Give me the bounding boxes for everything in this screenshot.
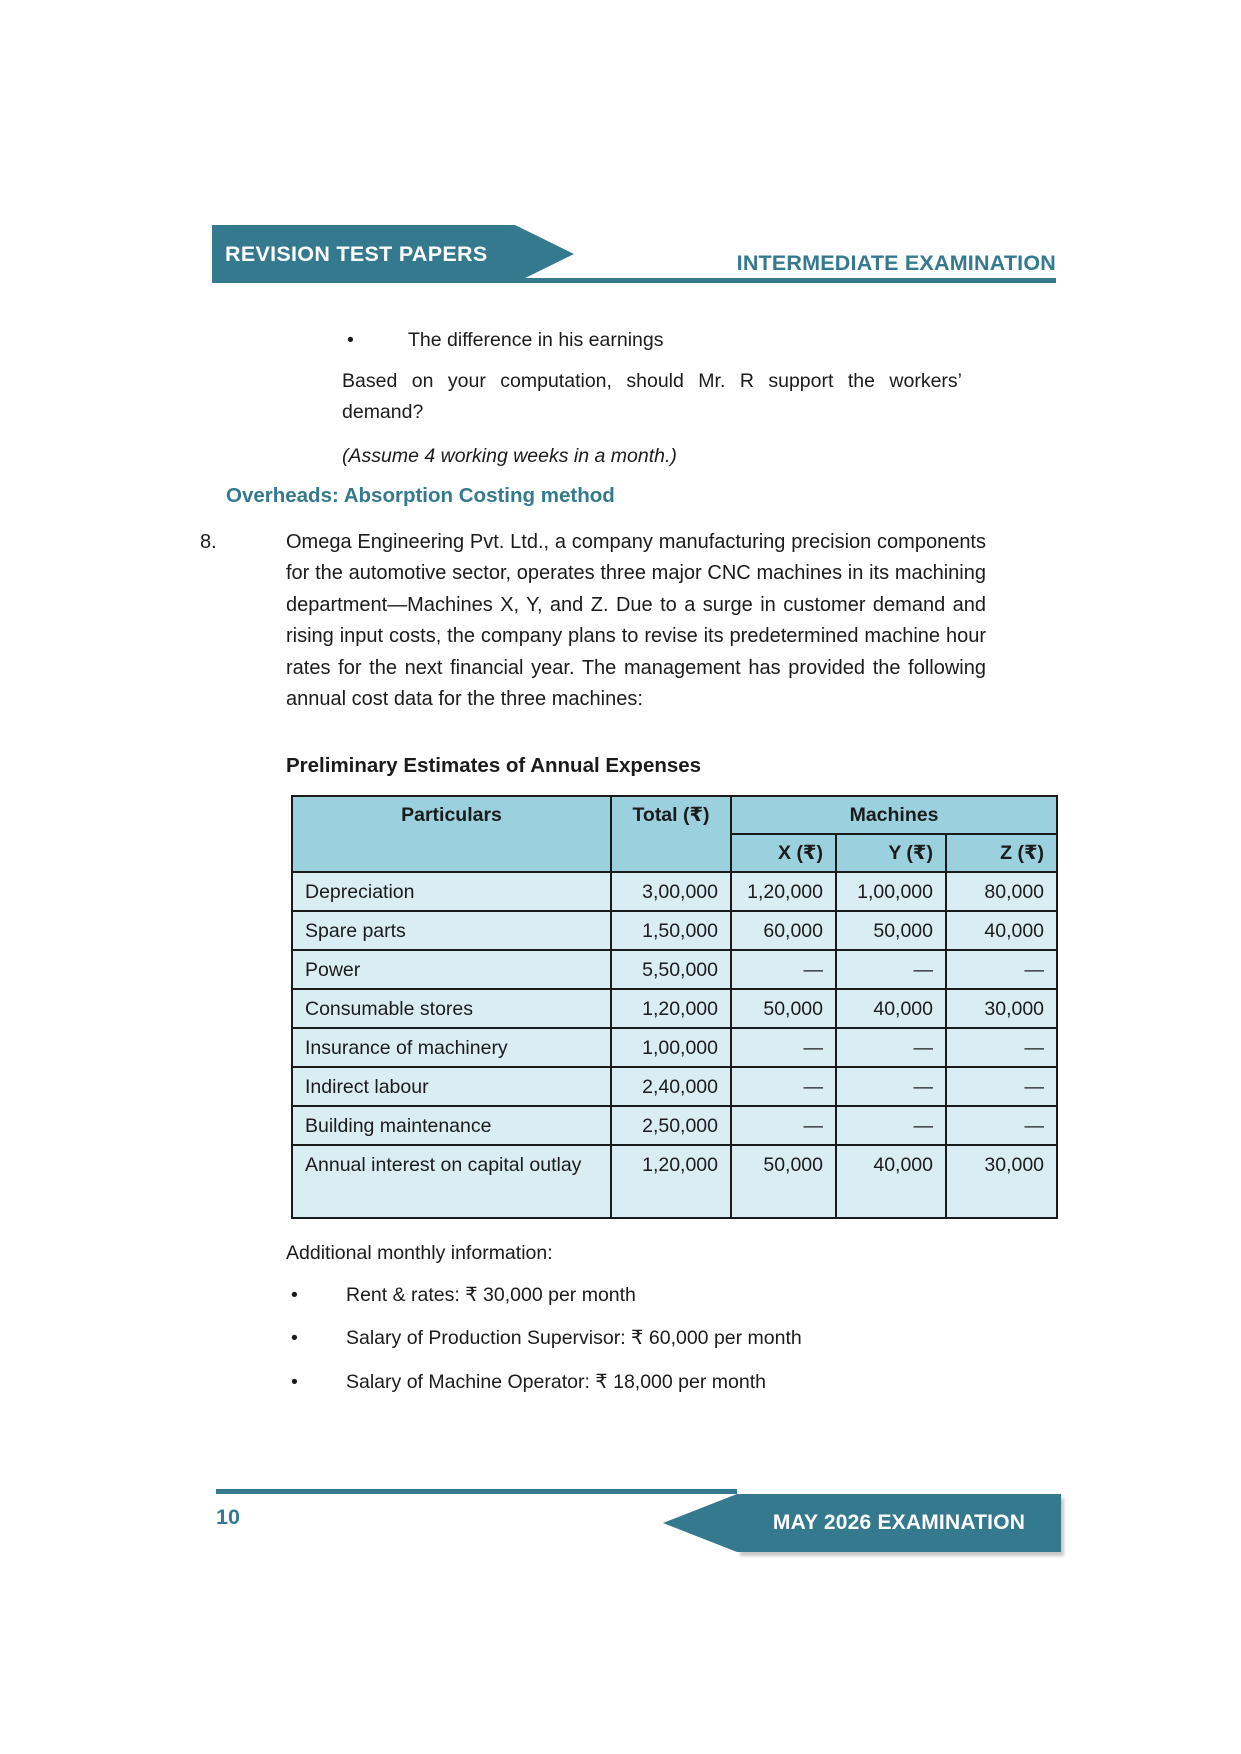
list-item-text: Salary of Production Supervisor: ₹ 60,000 per month xyxy=(346,1327,802,1349)
cell-z: — xyxy=(946,1106,1057,1145)
col-header-x: X (₹) xyxy=(731,834,836,872)
page-number: 10 xyxy=(216,1505,240,1529)
header-rule xyxy=(515,278,1056,283)
intro-bullet-item xyxy=(347,325,663,356)
question-number: 8. xyxy=(200,531,217,553)
cell-x: — xyxy=(731,1106,836,1145)
bullet-icon: • xyxy=(291,1284,298,1306)
table-row xyxy=(292,989,1057,1028)
cell-particulars: Depreciation xyxy=(292,872,611,911)
cell-x: 50,000 xyxy=(731,1145,836,1218)
table-header-row-1 xyxy=(292,796,1057,834)
cell-particulars: Insurance of machinery xyxy=(292,1028,611,1067)
col-header-particulars: Particulars xyxy=(292,796,611,872)
table-row xyxy=(292,950,1057,989)
table-row xyxy=(292,1106,1057,1145)
cell-z: 30,000 xyxy=(946,989,1057,1028)
footer-ribbon-label: MAY 2026 EXAMINATION xyxy=(772,1511,1026,1534)
cell-z: 30,000 xyxy=(946,1145,1057,1218)
section-heading: Overheads: Absorption Costing method xyxy=(226,484,615,507)
cell-y: 1,00,000 xyxy=(836,872,946,911)
cell-x: 1,20,000 xyxy=(731,872,836,911)
cell-particulars: Consumable stores xyxy=(292,989,611,1028)
footer-rule xyxy=(216,1489,737,1494)
list-item xyxy=(291,1323,802,1354)
cell-z: — xyxy=(946,950,1057,989)
cell-particulars: Indirect labour xyxy=(292,1067,611,1106)
cell-total: 2,50,000 xyxy=(611,1106,731,1145)
table-row xyxy=(292,1028,1057,1067)
col-header-total: Total (₹) xyxy=(611,796,731,872)
cell-total: 1,20,000 xyxy=(611,989,731,1028)
bullet-icon: • xyxy=(291,1327,298,1349)
table-row xyxy=(292,1145,1057,1218)
cell-total: 1,50,000 xyxy=(611,911,731,950)
cell-z: — xyxy=(946,1067,1057,1106)
list-item xyxy=(291,1280,636,1311)
list-item xyxy=(291,1367,766,1398)
cell-x: — xyxy=(731,950,836,989)
col-header-machines: Machines xyxy=(731,796,1057,834)
cell-y: — xyxy=(836,1028,946,1067)
header-ribbon xyxy=(212,225,515,283)
table-row xyxy=(292,911,1057,950)
assumption-note: (Assume 4 working weeks in a month.) xyxy=(342,445,677,467)
footer-ribbon xyxy=(737,1494,1061,1552)
list-item-text: Rent & rates: ₹ 30,000 per month xyxy=(346,1284,636,1306)
cell-particulars: Building maintenance xyxy=(292,1106,611,1145)
table-row xyxy=(292,872,1057,911)
cell-total: 1,00,000 xyxy=(611,1028,731,1067)
question-text: Omega Engineering Pvt. Ltd., a company manufacturing precision components for the automotive sector, operates three major CNC machines in its machining department—Machines X, Y, and Z. Due to a surge in customer demand and rising input costs, the company plans to revise its predetermined machine hour rates for the next financial year. The management has provided the following annual cost data for the three machines: xyxy=(286,531,986,711)
cell-y: 40,000 xyxy=(836,1145,946,1218)
cell-y: — xyxy=(836,1067,946,1106)
cell-z: 40,000 xyxy=(946,911,1057,950)
cell-x: 60,000 xyxy=(731,911,836,950)
cell-y: 50,000 xyxy=(836,911,946,950)
cell-total: 1,20,000 xyxy=(611,1145,731,1218)
additional-info-heading: Additional monthly information: xyxy=(286,1242,553,1264)
cell-particulars: Power xyxy=(292,950,611,989)
header-ribbon-label: REVISION TEST PAPERS xyxy=(225,241,488,266)
exam-title: INTERMEDIATE EXAMINATION xyxy=(736,251,1056,275)
cell-x: — xyxy=(731,1028,836,1067)
bullet-icon: • xyxy=(347,329,354,351)
cell-x: 50,000 xyxy=(731,989,836,1028)
cell-z: — xyxy=(946,1028,1057,1067)
cell-total: 5,50,000 xyxy=(611,950,731,989)
table-title: Preliminary Estimates of Annual Expenses xyxy=(286,754,702,777)
cell-particulars: Spare parts xyxy=(292,911,611,950)
cell-total: 3,00,000 xyxy=(611,872,731,911)
bullet-icon: • xyxy=(291,1371,298,1393)
cell-y: — xyxy=(836,1106,946,1145)
cell-total: 2,40,000 xyxy=(611,1067,731,1106)
col-header-z: Z (₹) xyxy=(946,834,1057,872)
cell-x: — xyxy=(731,1067,836,1106)
col-header-y: Y (₹) xyxy=(836,834,946,872)
table-row xyxy=(292,1067,1057,1106)
expenses-table xyxy=(291,795,1058,1219)
cell-z: 80,000 xyxy=(946,872,1057,911)
cell-particulars: Annual interest on capital outlay xyxy=(292,1145,611,1218)
cell-y: 40,000 xyxy=(836,989,946,1028)
cell-y: — xyxy=(836,950,946,989)
intro-paragraph: Based on your computation, should Mr. R support the workers’ demand? xyxy=(342,370,962,423)
intro-bullet-text: The difference in his earnings xyxy=(408,329,664,351)
list-item-text: Salary of Machine Operator: ₹ 18,000 per month xyxy=(346,1371,766,1393)
